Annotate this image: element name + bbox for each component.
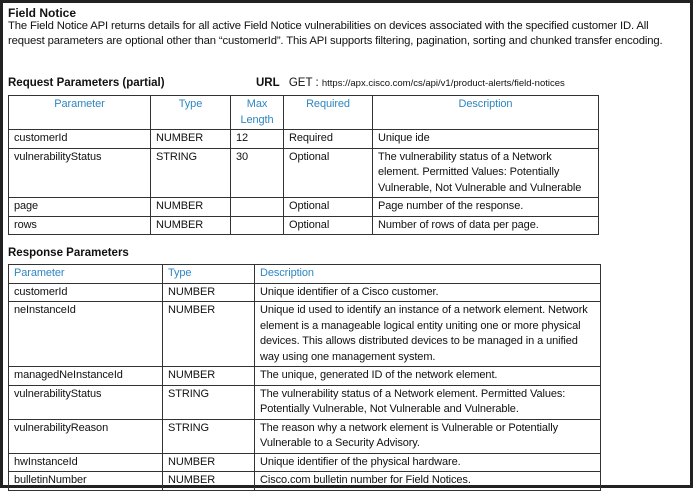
column-header: Parameter <box>9 96 151 130</box>
table-cell: STRING <box>151 148 231 198</box>
table-cell: Unique id used to identify an instance of a network element. Network element is a manageable logical entity uniting one or more physical devices. This allows distributed devices to be managed in a unified way using one management system. <box>255 302 601 367</box>
table-cell: Unique identifier of the physical hardware. <box>255 453 601 472</box>
endpoint-url <box>256 77 565 89</box>
table-cell: STRING <box>163 385 255 419</box>
table-cell: hwInstanceId <box>9 453 163 472</box>
table-row <box>9 453 601 472</box>
table-cell: STRING <box>163 419 255 453</box>
response-parameters-heading: Response Parameters <box>8 247 129 259</box>
table-row <box>9 367 601 386</box>
table-header-row <box>9 96 599 130</box>
table-row <box>9 198 599 217</box>
column-header: Required <box>284 96 373 130</box>
table-row <box>9 148 599 198</box>
table-cell: rows <box>9 216 151 235</box>
table-cell: vulnerabilityReason <box>9 419 163 453</box>
column-header: Type <box>151 96 231 130</box>
table-cell: 30 <box>231 148 284 198</box>
table-cell: customerId <box>9 283 163 302</box>
table-cell: neInstanceId <box>9 302 163 367</box>
request-parameters-heading: Request Parameters (partial) <box>8 77 165 89</box>
table-row <box>9 216 599 235</box>
table-cell: Required <box>284 130 373 149</box>
column-header: Max Length <box>231 96 284 130</box>
table-cell: Unique identifier of a Cisco customer. <box>255 283 601 302</box>
table-cell: The reason why a network element is Vulnerable or Potentially Vulnerable to a Security Advisory. <box>255 419 601 453</box>
table-cell: NUMBER <box>151 130 231 149</box>
table-cell: Optional <box>284 198 373 217</box>
response-parameters-table <box>8 264 601 491</box>
table-cell: NUMBER <box>151 216 231 235</box>
table-cell: Optional <box>284 216 373 235</box>
table-cell: NUMBER <box>151 198 231 217</box>
table-cell: vulnerabilityStatus <box>9 385 163 419</box>
table-cell <box>231 198 284 217</box>
table-cell: NUMBER <box>163 472 255 491</box>
table-cell: NUMBER <box>163 453 255 472</box>
table-row <box>9 419 601 453</box>
table-row <box>9 283 601 302</box>
table-cell: page <box>9 198 151 217</box>
table-cell: NUMBER <box>163 302 255 367</box>
url-label: URL <box>256 77 280 89</box>
table-cell: The vulnerability status of a Network element. Permitted Values: Potentially Vulnerable, Not Vulnerable and Vulnerable <box>373 148 599 198</box>
table-cell: customerId <box>9 130 151 149</box>
intro-paragraph: The Field Notice API returns details for all active Field Notice vulnerabilities on devices associated with the specified customer ID. All request parameters are optional other than “customerId”. This API supports filtering, pagination, sorting and chunked transfer encoding. <box>8 20 663 47</box>
table-cell <box>231 216 284 235</box>
table-cell: The vulnerability status of a Network element. Permitted Values: Potentially Vulnerable, Not Vulnerable and Vulnerable. <box>255 385 601 419</box>
http-method: GET : <box>288 77 319 89</box>
column-header: Description <box>255 265 601 284</box>
table-cell: 12 <box>231 130 284 149</box>
column-header: Type <box>163 265 255 284</box>
table-cell: Page number of the response. <box>373 198 599 217</box>
table-cell: Optional <box>284 148 373 198</box>
table-cell: bulletinNumber <box>9 472 163 491</box>
table-cell: Cisco.com bulletin number for Field Notices. <box>255 472 601 491</box>
column-header: Description <box>373 96 599 130</box>
url-text: https://apx.cisco.com/cs/api/v1/product-alerts/field-notices <box>321 78 565 89</box>
table-row <box>9 472 601 491</box>
table-header-row <box>9 265 601 284</box>
table-cell: NUMBER <box>163 367 255 386</box>
table-cell: managedNeInstanceId <box>9 367 163 386</box>
table-cell: Unique ide <box>373 130 599 149</box>
table-row <box>9 130 599 149</box>
request-parameters-table <box>8 95 599 235</box>
column-header: Parameter <box>9 265 163 284</box>
table-row <box>9 302 601 367</box>
table-cell: NUMBER <box>163 283 255 302</box>
table-cell: vulnerabilityStatus <box>9 148 151 198</box>
table-row <box>9 385 601 419</box>
page-title: Field Notice <box>8 6 77 20</box>
table-cell: Number of rows of data per page. <box>373 216 599 235</box>
table-cell: The unique, generated ID of the network element. <box>255 367 601 386</box>
